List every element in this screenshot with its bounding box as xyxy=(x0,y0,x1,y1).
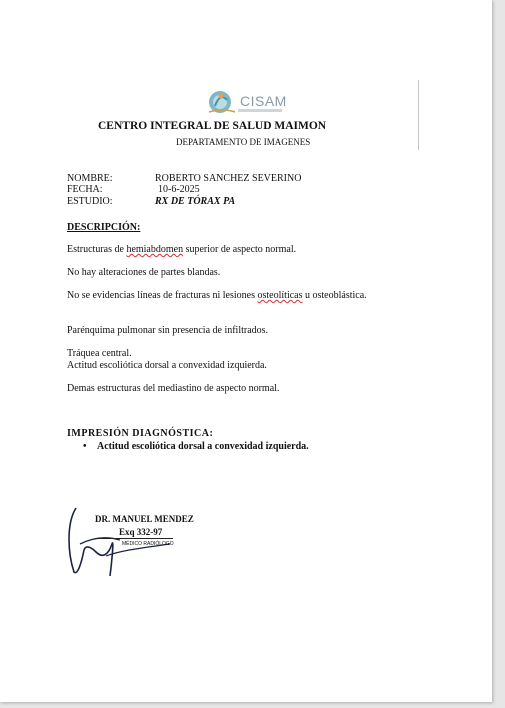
study-label: ESTUDIO: xyxy=(67,196,113,207)
signature-block xyxy=(95,514,205,547)
spellcheck-word: osteolíticas xyxy=(257,290,303,301)
description-paragraph-5-line-2: Actitud escoliótica dorsal a convexidad izquierda. xyxy=(67,360,267,371)
bullet-icon: • xyxy=(83,441,87,452)
description-paragraph-1 xyxy=(67,244,387,256)
patient-name-label: NOMBRE: xyxy=(67,173,113,184)
description-paragraph-3 xyxy=(67,290,387,302)
description-heading: DESCRIPCIÓN: xyxy=(67,222,141,233)
date-label: FECHA: xyxy=(67,184,103,195)
study-value: RX DE TÓRAX PA xyxy=(155,196,236,207)
doctor-title: MÉDICO RADIÓLOGO xyxy=(122,541,174,547)
description-paragraph-5-line-1: Tráquea central. xyxy=(67,348,132,359)
impression-heading: IMPRESIÓN DIAGNÓSTICA: xyxy=(67,428,214,439)
doctor-name: DR. MANUEL MENDEZ xyxy=(95,514,194,524)
text-segment: u osteoblástica. xyxy=(302,290,367,301)
exequatur-number: Exq 332-97 xyxy=(119,527,163,537)
logo-tagline-bar xyxy=(238,109,282,112)
text-segment: No se evidencias líneas de fracturas ni lesiones xyxy=(67,290,258,301)
spellcheck-word: hemiabdomen xyxy=(126,244,184,255)
margin-divider xyxy=(418,80,419,150)
text-segment: superior de aspecto normal. xyxy=(183,244,297,255)
department-name: DEPARTAMENTO DE IMAGENES xyxy=(176,137,311,147)
description-paragraph-4: Parénquima pulmonar sin presencia de infiltrados. xyxy=(67,325,269,336)
handwritten-signature-icon xyxy=(62,500,182,580)
center-name: CENTRO INTEGRAL DE SALUD MAIMON xyxy=(98,120,327,132)
description-paragraph-6: Demas estructuras del mediastino de aspecto normal. xyxy=(67,383,280,394)
date-value: 10-6-2025 xyxy=(158,184,200,195)
impression-list-item xyxy=(83,441,309,452)
signature-line xyxy=(95,538,173,539)
patient-name-value: ROBERTO SANCHEZ SEVERINO xyxy=(155,173,302,184)
text-segment: Estructuras de xyxy=(67,244,127,255)
impression-item-text: Actitud escoliótica dorsal a convexidad izquierda. xyxy=(97,441,309,452)
description-paragraph-2: No hay alteraciones de partes blandas. xyxy=(67,267,221,278)
logo-text: CISAM xyxy=(240,93,287,109)
